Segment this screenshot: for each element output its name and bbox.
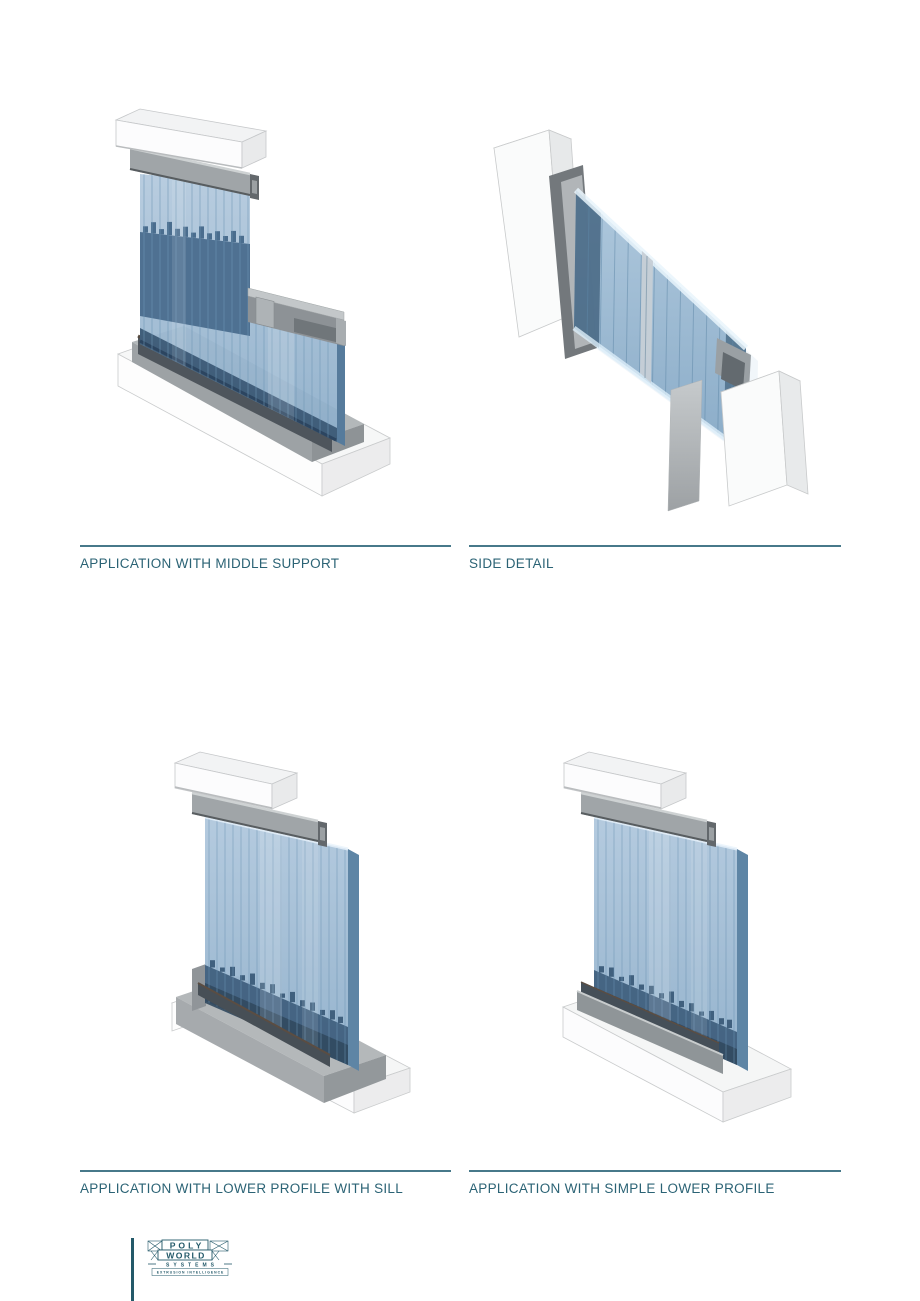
caption-rule <box>80 545 451 547</box>
caption-rule <box>469 545 841 547</box>
logo-word-world: WORLD <box>166 1250 206 1261</box>
illustration-middle-support <box>80 90 451 535</box>
lower-profile-sill-drawing <box>80 715 451 1160</box>
logo-word-systems: SYSTEMS <box>166 1262 218 1269</box>
middle-support-drawing <box>80 90 451 535</box>
logo-word-poly: POLY <box>169 1240 205 1251</box>
side-detail-drawing <box>469 90 841 535</box>
figure-simple-lower-profile <box>469 715 841 1196</box>
polycarbonate-panel <box>574 190 746 452</box>
figure-side-detail <box>469 90 841 571</box>
figure-caption: APPLICATION WITH SIMPLE LOWER PROFILE <box>469 1181 775 1196</box>
caption-rule <box>80 1170 451 1172</box>
polyworld-logo <box>146 1239 234 1277</box>
polyworld-logo-graphic <box>146 1239 234 1277</box>
caption-rule <box>469 1170 841 1172</box>
logo-tagline: EXTRUSION INTELLIGENCE <box>156 1270 225 1275</box>
right-column <box>721 371 808 506</box>
figure-caption: APPLICATION WITH MIDDLE SUPPORT <box>80 556 340 571</box>
illustration-lower-profile-sill <box>80 715 451 1160</box>
footer-accent-bar <box>131 1238 134 1301</box>
figure-caption: APPLICATION WITH LOWER PROFILE WITH SILL <box>80 1181 404 1196</box>
figure-lower-profile-sill <box>80 715 451 1196</box>
illustration-simple-lower-profile <box>469 715 841 1160</box>
simple-lower-profile-drawing <box>469 715 841 1160</box>
figure-caption: SIDE DETAIL <box>469 556 554 571</box>
flashing-sheet <box>668 380 702 511</box>
figure-middle-support <box>80 90 451 571</box>
middle-connector-profile <box>640 251 653 383</box>
illustration-side-detail <box>469 90 841 535</box>
